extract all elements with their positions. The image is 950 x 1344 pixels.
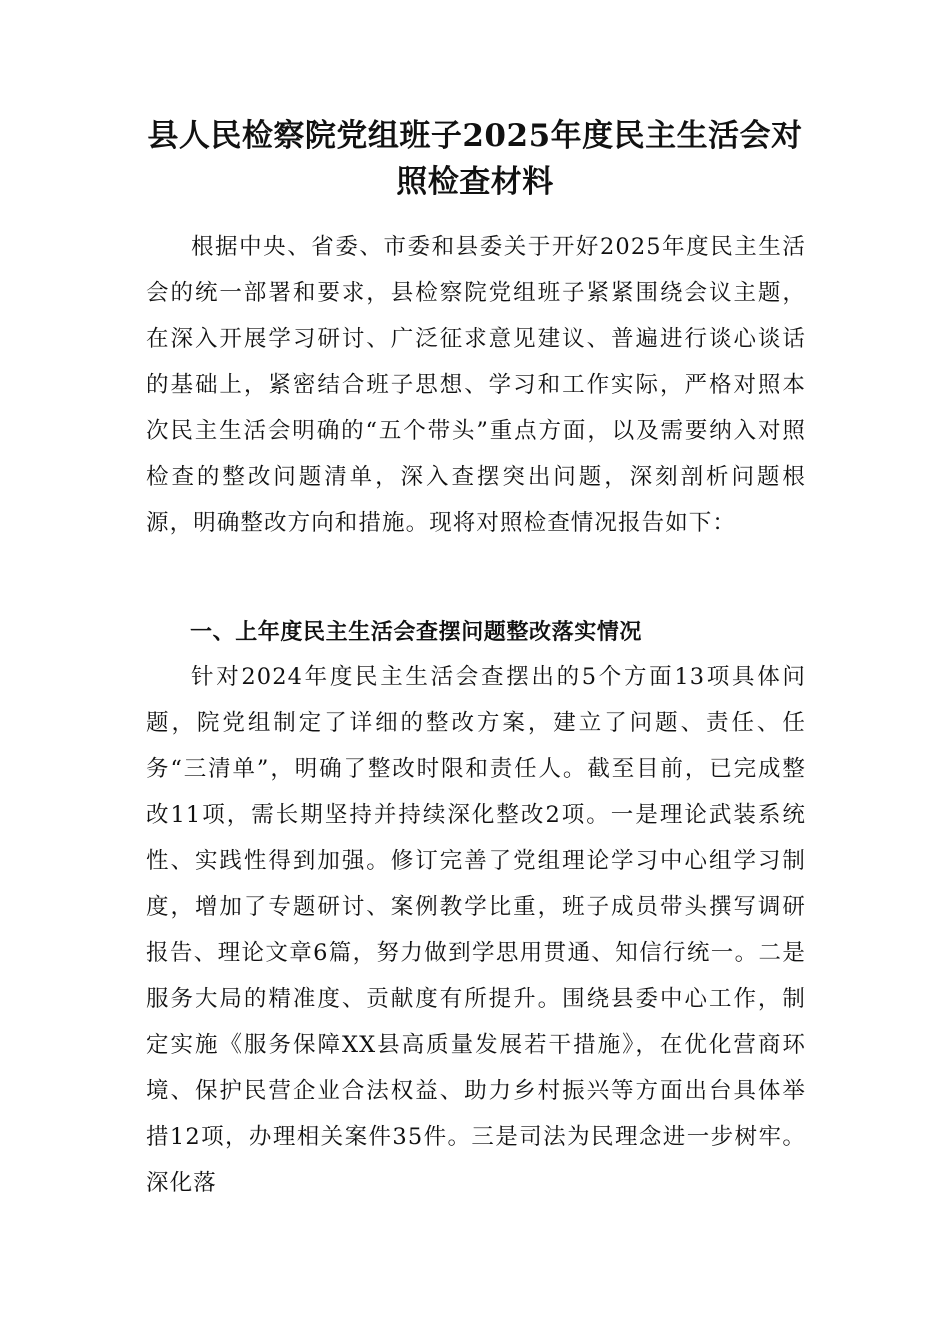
section-heading: 一、上年度民主生活会查摆问题整改落实情况	[190, 620, 643, 645]
intro-paragraph: 根据中央、省委、市委和县委关于开好2025年度民主生活会的统一部署和要求，县检察院党组班子紧紧围绕会议主题，在深入开展学习研讨、广泛征求意见建议、普遍进行谈心谈话的基础上，紧密结合班子思想、学习和工作实际，严格对照本次民主生活会明确的“五个带头”重点方面，以及需要纳入对照检查的整改问题清单，深入查摆突出问题，深刻剖析问题根源，明确整改方向和措施。现将对照检查情况报告如下：	[146, 234, 806, 536]
section-paragraph: 针对2024年度民主生活会查摆出的5个方面13项具体问题，院党组制定了详细的整改方案，建立了问题、责任、任务“三清单”，明确了整改时限和责任人。截至目前，已完成整改11项，需长期坚持并持续深化整改2项。一是理论武装系统性、实践性得到加强。修订完善了党组理论学习中心组学习制度，增加了专题研讨、案例教学比重，班子成员带头撰写调研报告、理论文章6篇，努力做到学思用贯通、知信行统一。二是服务大局的精准度、贡献度有所提升。围绕县委中心工作，制定实施《服务保障XX县高质量发展若干措施》，在优化营商环境、保护民营企业合法权益、助力乡村振兴等方面出台具体举措12项，办理相关案件35件。三是司法为民理念进一步树牢。深化落	[146, 664, 806, 1196]
document-title: 县人民检察院党组班子2025年度民主生活会对照检查材料	[147, 118, 803, 200]
